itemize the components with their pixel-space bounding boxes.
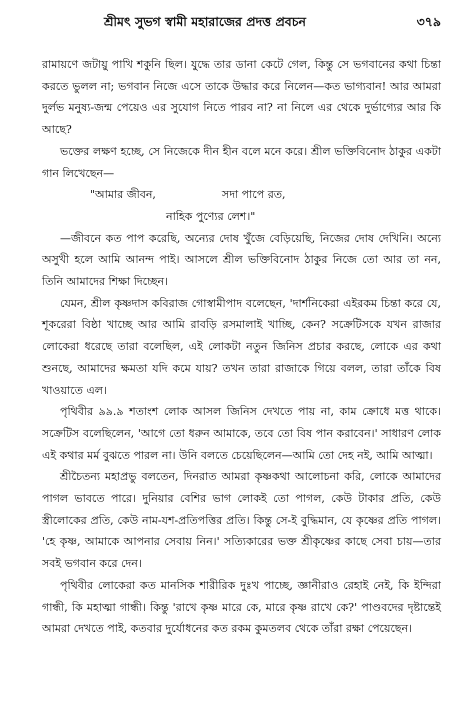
verse-line: নাহিক পুণ্যের লেশ।" [166,209,256,223]
header-title: শ্রীমৎ সুভগ স্বামী মহারাজের প্রদত্ত প্রবচন [104,14,306,29]
paragraph: পৃথিবীর ৯৯.৯ শতাংশ লোক আসল জিনিস দেখতে পায় না, কাম ক্রোধে মত্ত থাকে। সক্রেটিস বলেছিলেন, 'আগে তো ধরুন আমাকে, তবে তো বিষ পান করাবেন।' সাধারণ লোক এই কথার মর্ম বুঝতে পারল না। উনি বলতে চেয়েছিলেন—আমি তো দেহ নই, আমি আত্মা। [42,405,441,462]
body-text [42,54,441,640]
paragraph: ভক্তের লক্ষণ হচ্ছে, সে নিজেকে দীন হীন বলে মনে করে। শ্রীল ভক্তিবিনোদ ঠাকুর একটা গান লিখেছেন— [42,144,441,180]
page-number: ৩৭৯ [416,14,441,29]
paragraph: —জীবনে কত পাপ করেছি, অন্যের দোষ খুঁজে বেড়িয়েছি, নিজের দোষ দেখিনি। অন্যে অসুখী হলে আমি আনন্দ পাই। আসলে শ্রীল ভক্তিবিনোদ ঠাকুর নিজে তো আর তা নন, তিনি আমাদের শিক্ষা দিচ্ছেন। [42,231,441,289]
verse-line: সদা পাপে রত, [221,188,286,202]
verse-line: "আমার জীবন, [90,188,156,202]
paragraph: শ্রীচৈতন্য মহাপ্রভু বলতেন, দিনরাত আমরা কৃষ্ণকথা আলোচনা করি, লোকে আমাদের পাগল ভাবতে পারে। দুনিয়ার বেশির ভাগ লোকই তো পাগল, কেউ টাকার প্রতি, কেউ স্ত্রীলোকের প্রতি, কেউ নাম-যশ-প্রতিপত্তির প্রতি। কিন্তু সে-ই বুদ্ধিমান, যে কৃষ্ণের প্রতি পাগল। 'হে কৃষ্ণ, আমাকে আপনার সেবায় নিন।' সত্যিকারের ভক্ত শ্রীকৃষ্ণের কাছে সেবা চায়—তার সবই ভগবান করে দেন। [42,470,441,571]
paragraph: রামায়ণে জটায়ু পাখি শকুনি ছিল। যুদ্ধে তার ডানা কেটে গেল, কিন্তু সে ভগবানের কথা চিন্তা করতে ভুলল না; ভগবান নিজে এসে তাকে উদ্ধার করে নিলেন—কত ভাগ্যবান! আর আমরা দুর্লভ মনুষ্য-জন্ম পেয়েও এর সুযোগ নিতে পারব না? না নিলে এর থেকে দুর্ভাগ্যের আর কি আছে? [42,58,441,137]
paragraph: পৃথিবীর লোকেরা কত মানসিক শারীরিক দুঃখ পাচ্ছে, জ্ঞানীরাও রেহাই নেই, কি ইন্দিরা গান্ধী, কি মহাত্মা গান্ধী। কিন্তু 'রাখে কৃষ্ণ মারে কে, মারে কৃষ্ণ রাখে কে?' পাণ্ডবদের দৃষ্টান্তেই আমরা দেখতে পাই, কতবার দুর্যোধনের কত রকম কুমতলব থেকে তাঁরা রক্ষা পেয়েছেন। [42,578,441,636]
paragraph: যেমন, শ্রীল কৃষ্ণদাস কবিরাজ গোস্বামীপাদ বলেছেন, 'দার্শনিকেরা এইরকম চিন্তা করে যে, শূকরেরা বিষ্ঠা খাচ্ছে আর আমি রাবড়ি রসমালাই খাচ্ছি, কেন? সক্রেটিসকে যখন রাজার লোকেরা ধরেছে তারা বলেছিল, এই লোকটা নতুন জিনিস প্রচার করছে, লোকে এর কথা শুনছে, আমাদের ক্ষমতা যদি কমে যায়? তখন তারা রাজাকে গিয়ে বলল, তারা তাঁকে বিষ খাওয়াতে এল। [42,296,441,397]
running-header [42,14,441,36]
song-quote [42,184,441,227]
